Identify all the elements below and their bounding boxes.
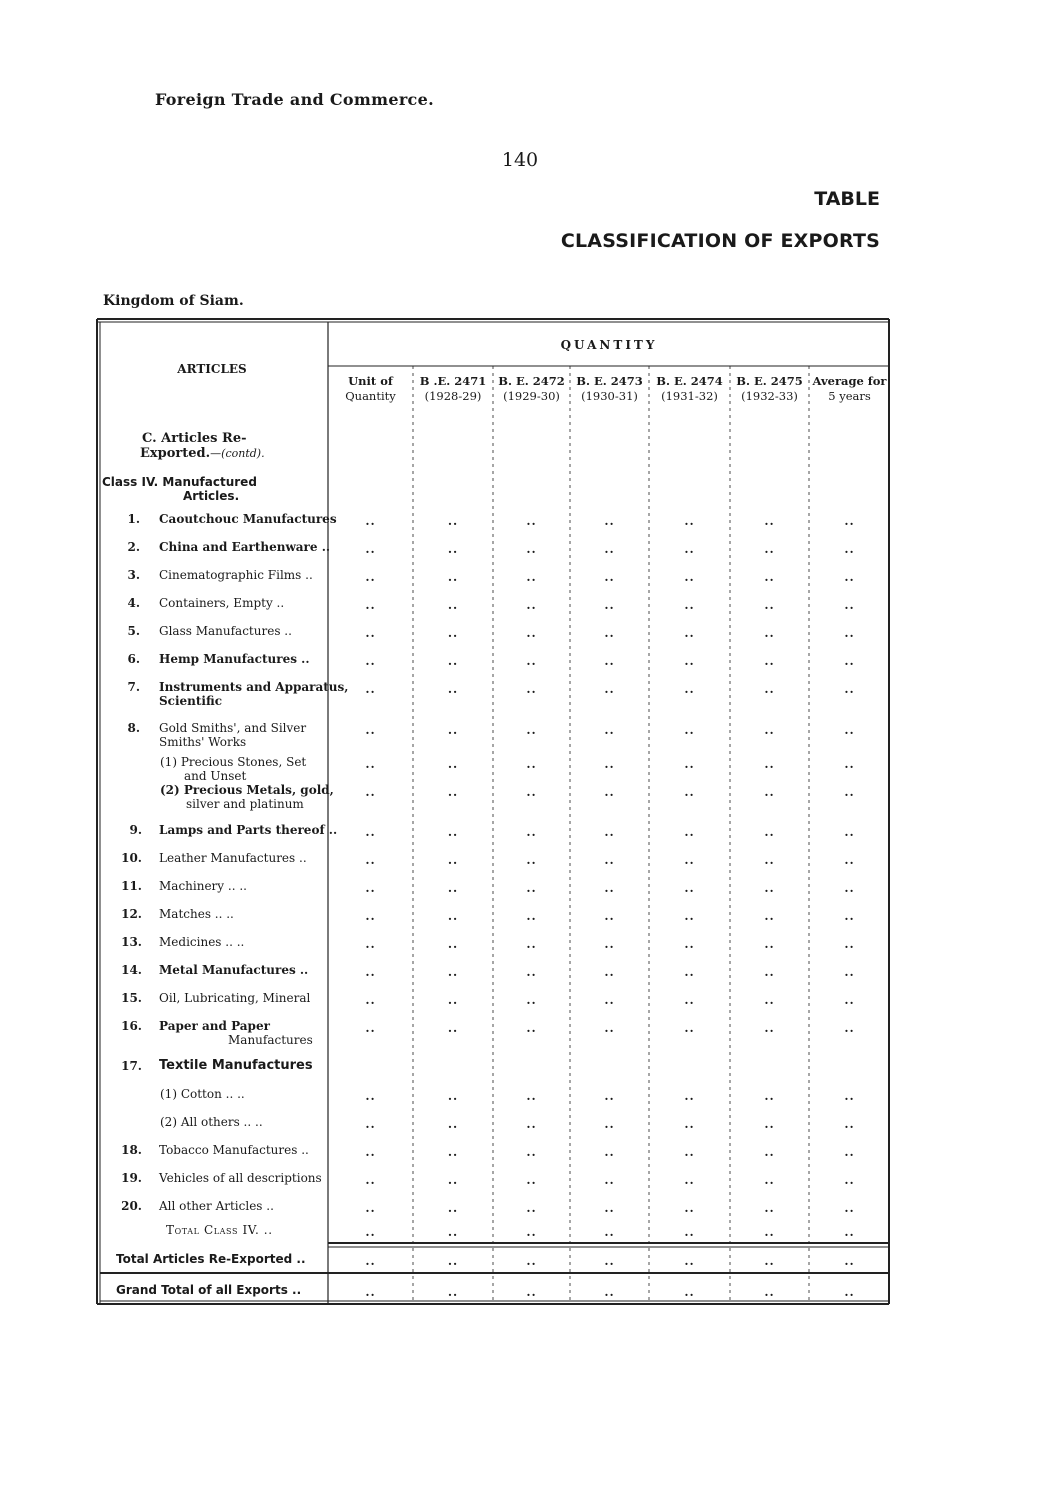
empty-total-value: .. <box>447 1225 459 1239</box>
empty-total-value: .. <box>447 1285 459 1299</box>
empty-value: .. <box>604 570 615 584</box>
row-label: (2) All others .. .. <box>160 1115 263 1129</box>
empty-value: .. <box>764 937 775 951</box>
empty-value: .. <box>526 785 537 799</box>
empty-value: .. <box>365 542 376 556</box>
empty-value: .. <box>526 965 537 979</box>
empty-value: .. <box>604 937 615 951</box>
empty-value: .. <box>844 1117 855 1131</box>
column-header <box>809 374 890 404</box>
empty-value: .. <box>684 723 695 737</box>
empty-value: .. <box>365 1201 376 1215</box>
empty-value: .. <box>447 1089 459 1103</box>
row-label: China and Earthenware .. <box>159 540 331 554</box>
row-number: 1. <box>127 512 140 526</box>
column-header-line2: (1928-29) <box>424 389 482 403</box>
empty-total-value: .. <box>844 1254 855 1268</box>
empty-value: .. <box>526 1173 537 1187</box>
empty-value: .. <box>764 626 775 640</box>
empty-value: .. <box>844 570 855 584</box>
empty-value: .. <box>844 1145 855 1159</box>
empty-value: .. <box>764 825 775 839</box>
empty-value: .. <box>684 785 695 799</box>
empty-value: .. <box>604 825 615 839</box>
empty-total-value: .. <box>604 1285 615 1299</box>
empty-total-value: .. <box>526 1285 537 1299</box>
empty-value: .. <box>447 965 459 979</box>
empty-value: .. <box>844 881 855 895</box>
empty-value: .. <box>447 654 459 668</box>
empty-value: .. <box>844 825 855 839</box>
empty-value: .. <box>764 757 775 771</box>
empty-value: .. <box>604 1021 615 1035</box>
row-label-continued: Scientific <box>159 694 223 708</box>
empty-value: .. <box>447 1201 459 1215</box>
empty-value: .. <box>684 965 695 979</box>
empty-value: .. <box>684 909 695 923</box>
empty-value: .. <box>604 654 615 668</box>
empty-value: .. <box>526 853 537 867</box>
empty-value: .. <box>604 785 615 799</box>
column-header-line2: Quantity <box>345 389 396 403</box>
table-title: CLASSIFICATION OF EXPORTS <box>560 230 880 252</box>
column-header-line1: Average for <box>812 374 887 388</box>
empty-value: .. <box>764 1173 775 1187</box>
row-number: 13. <box>121 935 142 949</box>
empty-value: .. <box>604 598 615 612</box>
empty-value: .. <box>365 654 376 668</box>
empty-value: .. <box>764 993 775 1007</box>
section-heading-contd: —(contd). <box>210 447 265 460</box>
row-label: Textile Manufactures <box>159 1058 313 1073</box>
section-heading-2 <box>140 447 265 461</box>
empty-value: .. <box>526 723 537 737</box>
column-header <box>413 374 493 404</box>
empty-value: .. <box>365 1145 376 1159</box>
row-label: Metal Manufactures .. <box>159 963 309 977</box>
empty-value: .. <box>764 723 775 737</box>
empty-value: .. <box>604 514 615 528</box>
empty-value: .. <box>604 723 615 737</box>
empty-value: .. <box>684 1173 695 1187</box>
column-header-line2: 5 years <box>828 389 871 403</box>
empty-value: .. <box>764 1117 775 1131</box>
row-number: 11. <box>121 879 142 893</box>
empty-value: .. <box>604 682 615 696</box>
empty-value: .. <box>764 1201 775 1215</box>
column-header-line1: B .E. 2471 <box>419 374 487 388</box>
column-header-line2: (1932-33) <box>741 389 798 403</box>
empty-total-value: .. <box>526 1225 537 1239</box>
empty-value: .. <box>365 570 376 584</box>
row-label: Containers, Empty .. <box>159 596 285 610</box>
empty-value: .. <box>844 785 855 799</box>
empty-value: .. <box>684 825 695 839</box>
empty-value: .. <box>604 965 615 979</box>
empty-total-value: .. <box>764 1254 775 1268</box>
row-number: 19. <box>121 1171 142 1185</box>
empty-value: .. <box>604 1117 615 1131</box>
empty-value: .. <box>447 757 459 771</box>
row-number: 2. <box>127 540 140 554</box>
empty-value: .. <box>526 881 537 895</box>
empty-value: .. <box>526 1021 537 1035</box>
empty-value: .. <box>844 757 855 771</box>
empty-value: .. <box>764 881 775 895</box>
empty-total-value: .. <box>604 1225 615 1239</box>
empty-value: .. <box>365 723 376 737</box>
empty-value: .. <box>844 1173 855 1187</box>
column-header <box>649 374 730 404</box>
empty-value: .. <box>365 881 376 895</box>
empty-value: .. <box>447 1173 459 1187</box>
row-number: 7. <box>127 680 140 694</box>
empty-value: .. <box>604 757 615 771</box>
empty-value: .. <box>365 757 376 771</box>
empty-value: .. <box>447 598 459 612</box>
column-header-line1: B. E. 2474 <box>656 374 723 388</box>
empty-value: .. <box>844 654 855 668</box>
empty-value: .. <box>604 626 615 640</box>
empty-value: .. <box>447 937 459 951</box>
column-header <box>570 374 649 404</box>
running-head: Foreign Trade and Commerce. <box>155 90 434 109</box>
empty-value: .. <box>684 626 695 640</box>
empty-total-value: .. <box>604 1254 615 1268</box>
empty-value: .. <box>764 909 775 923</box>
empty-value: .. <box>844 1201 855 1215</box>
empty-value: .. <box>844 909 855 923</box>
total-reexported-label: Total Articles Re-Exported .. <box>116 1252 306 1266</box>
empty-total-value: .. <box>844 1225 855 1239</box>
empty-value: .. <box>365 785 376 799</box>
empty-value: .. <box>447 909 459 923</box>
empty-value: .. <box>526 1117 537 1131</box>
empty-value: .. <box>365 1021 376 1035</box>
empty-value: .. <box>684 542 695 556</box>
articles-header: ARTICLES <box>177 362 247 376</box>
quantity-header: QUANTITY <box>560 338 658 352</box>
row-number: 10. <box>121 851 142 865</box>
empty-value: .. <box>365 937 376 951</box>
empty-value: .. <box>684 570 695 584</box>
column-header-line2: (1931-32) <box>661 389 718 403</box>
empty-value: .. <box>604 909 615 923</box>
empty-value: .. <box>684 1145 695 1159</box>
empty-value: .. <box>526 626 537 640</box>
empty-value: .. <box>684 853 695 867</box>
empty-value: .. <box>764 654 775 668</box>
empty-value: .. <box>764 682 775 696</box>
empty-value: .. <box>447 626 459 640</box>
row-number: 3. <box>127 568 140 582</box>
column-header-line1: B. E. 2472 <box>498 374 565 388</box>
empty-value: .. <box>764 514 775 528</box>
empty-value: .. <box>365 965 376 979</box>
row-label: All other Articles .. <box>159 1199 274 1213</box>
row-label: Leather Manufactures .. <box>159 851 307 865</box>
row-label: Paper and Paper <box>159 1019 270 1033</box>
column-header-line1: Unit of <box>348 374 393 388</box>
empty-value: .. <box>604 1089 615 1103</box>
empty-total-value: .. <box>844 1285 855 1299</box>
section-heading: C. Articles Re- <box>142 431 247 446</box>
empty-value: .. <box>764 542 775 556</box>
class-heading-2: Articles. <box>183 489 240 503</box>
row-number: 6. <box>127 652 140 666</box>
grand-total-label: Grand Total of all Exports .. <box>116 1283 302 1297</box>
empty-value: .. <box>365 1117 376 1131</box>
empty-value: .. <box>447 1021 459 1035</box>
empty-value: .. <box>604 881 615 895</box>
empty-value: .. <box>447 1145 459 1159</box>
empty-value: .. <box>684 1089 695 1103</box>
empty-value: .. <box>526 1145 537 1159</box>
empty-value: .. <box>526 514 537 528</box>
empty-value: .. <box>844 1089 855 1103</box>
row-label: Instruments and Apparatus, <box>159 680 349 694</box>
row-label: Gold Smiths', and Silver <box>159 721 307 735</box>
empty-value: .. <box>604 542 615 556</box>
row-label-continued: and Unset <box>184 769 247 783</box>
empty-value: .. <box>526 1089 537 1103</box>
empty-value: .. <box>447 1117 459 1131</box>
row-label-continued: silver and platinum <box>186 797 304 811</box>
row-number: 14. <box>121 963 142 977</box>
row-label: Caoutchouc Manufactures <box>159 512 337 526</box>
row-label: (2) Precious Metals, gold, <box>160 783 334 797</box>
empty-value: .. <box>764 1021 775 1035</box>
empty-value: .. <box>447 881 459 895</box>
empty-value: .. <box>684 937 695 951</box>
empty-value: .. <box>526 757 537 771</box>
empty-value: .. <box>447 570 459 584</box>
row-number: 15. <box>121 991 142 1005</box>
class-heading: Class IV. Manufactured <box>102 475 257 489</box>
empty-total-value: .. <box>365 1285 376 1299</box>
empty-value: .. <box>844 626 855 640</box>
row-number: 4. <box>127 596 140 610</box>
empty-value: .. <box>365 1173 376 1187</box>
row-number: 16. <box>121 1019 142 1033</box>
row-label: Oil, Lubricating, Mineral <box>159 991 311 1005</box>
empty-value: .. <box>844 1021 855 1035</box>
column-header-line2: (1929-30) <box>503 389 560 403</box>
empty-value: .. <box>684 514 695 528</box>
empty-value: .. <box>684 1201 695 1215</box>
empty-value: .. <box>365 853 376 867</box>
empty-value: .. <box>526 937 537 951</box>
empty-value: .. <box>764 785 775 799</box>
empty-value: .. <box>684 881 695 895</box>
empty-value: .. <box>447 682 459 696</box>
column-header <box>493 374 570 404</box>
empty-value: .. <box>526 993 537 1007</box>
empty-value: .. <box>844 853 855 867</box>
empty-value: .. <box>447 993 459 1007</box>
empty-value: .. <box>365 682 376 696</box>
empty-total-value: .. <box>684 1225 695 1239</box>
empty-value: .. <box>526 825 537 839</box>
empty-value: .. <box>365 1089 376 1103</box>
empty-value: .. <box>526 1201 537 1215</box>
empty-value: .. <box>684 654 695 668</box>
exports-table <box>96 318 890 1306</box>
empty-value: .. <box>447 723 459 737</box>
row-label-continued: Smiths' Works <box>159 735 247 749</box>
empty-value: .. <box>844 723 855 737</box>
empty-value: .. <box>684 598 695 612</box>
empty-value: .. <box>604 853 615 867</box>
empty-total-value: .. <box>447 1254 459 1268</box>
row-label: (1) Cotton .. .. <box>160 1087 245 1101</box>
region-label: Kingdom of Siam. <box>103 293 244 309</box>
empty-total-value: .. <box>764 1285 775 1299</box>
row-label: Lamps and Parts thereof .. <box>159 823 338 837</box>
empty-value: .. <box>844 965 855 979</box>
empty-value: .. <box>447 853 459 867</box>
empty-total-value: .. <box>526 1254 537 1268</box>
row-label: Matches .. .. <box>159 907 234 921</box>
empty-value: .. <box>365 598 376 612</box>
empty-value: .. <box>684 993 695 1007</box>
empty-value: .. <box>447 785 459 799</box>
column-header <box>328 374 413 404</box>
empty-value: .. <box>764 570 775 584</box>
empty-value: .. <box>604 993 615 1007</box>
table-label: TABLE <box>814 188 880 210</box>
empty-value: .. <box>604 1173 615 1187</box>
row-label: (1) Precious Stones, Set <box>160 755 307 769</box>
empty-value: .. <box>844 993 855 1007</box>
empty-value: .. <box>764 1145 775 1159</box>
empty-value: .. <box>365 993 376 1007</box>
empty-value: .. <box>526 570 537 584</box>
row-number: 20. <box>121 1199 142 1213</box>
empty-value: .. <box>447 514 459 528</box>
empty-value: .. <box>526 909 537 923</box>
column-header-line1: B. E. 2473 <box>576 374 643 388</box>
page-number: 140 <box>501 149 539 171</box>
row-label: Cinematographic Films .. <box>159 568 313 582</box>
empty-value: .. <box>844 514 855 528</box>
empty-value: .. <box>844 682 855 696</box>
empty-value: .. <box>684 757 695 771</box>
empty-value: .. <box>764 853 775 867</box>
empty-total-value: .. <box>764 1225 775 1239</box>
row-label: Tobacco Manufactures .. <box>159 1143 309 1157</box>
row-number: 18. <box>121 1143 142 1157</box>
row-number: 12. <box>121 907 142 921</box>
row-label: Glass Manufactures .. <box>159 624 292 638</box>
empty-value: .. <box>526 598 537 612</box>
empty-value: .. <box>365 909 376 923</box>
empty-value: .. <box>526 542 537 556</box>
empty-value: .. <box>604 1201 615 1215</box>
row-label: Hemp Manufactures .. <box>159 652 310 666</box>
empty-total-value: .. <box>365 1254 376 1268</box>
column-header <box>730 374 809 404</box>
empty-total-value: .. <box>365 1225 376 1239</box>
row-label-continued: Manufactures <box>228 1033 313 1047</box>
empty-value: .. <box>684 1117 695 1131</box>
empty-total-value: .. <box>684 1285 695 1299</box>
total-class-label: Total Class IV. .. <box>166 1223 273 1237</box>
empty-value: .. <box>365 626 376 640</box>
row-label: Vehicles of all descriptions <box>159 1171 322 1185</box>
row-number: 8. <box>127 721 140 735</box>
empty-value: .. <box>844 598 855 612</box>
empty-value: .. <box>764 598 775 612</box>
row-label: Medicines .. .. <box>159 935 245 949</box>
empty-value: .. <box>604 1145 615 1159</box>
empty-value: .. <box>684 1021 695 1035</box>
row-number: 5. <box>127 624 140 638</box>
empty-value: .. <box>764 1089 775 1103</box>
empty-value: .. <box>365 514 376 528</box>
empty-value: .. <box>447 825 459 839</box>
section-heading-text: Exported. <box>140 446 211 461</box>
column-header-line1: B. E. 2475 <box>736 374 803 388</box>
empty-value: .. <box>844 542 855 556</box>
empty-value: .. <box>447 542 459 556</box>
row-label: Machinery .. .. <box>159 879 247 893</box>
empty-value: .. <box>844 937 855 951</box>
empty-value: .. <box>365 825 376 839</box>
empty-value: .. <box>684 682 695 696</box>
empty-value: .. <box>526 682 537 696</box>
empty-value: .. <box>526 654 537 668</box>
column-header-line2: (1930-31) <box>581 389 638 403</box>
empty-value: .. <box>764 965 775 979</box>
empty-total-value: .. <box>684 1254 695 1268</box>
row-number: 17. <box>121 1059 142 1073</box>
row-number: 9. <box>129 823 142 837</box>
